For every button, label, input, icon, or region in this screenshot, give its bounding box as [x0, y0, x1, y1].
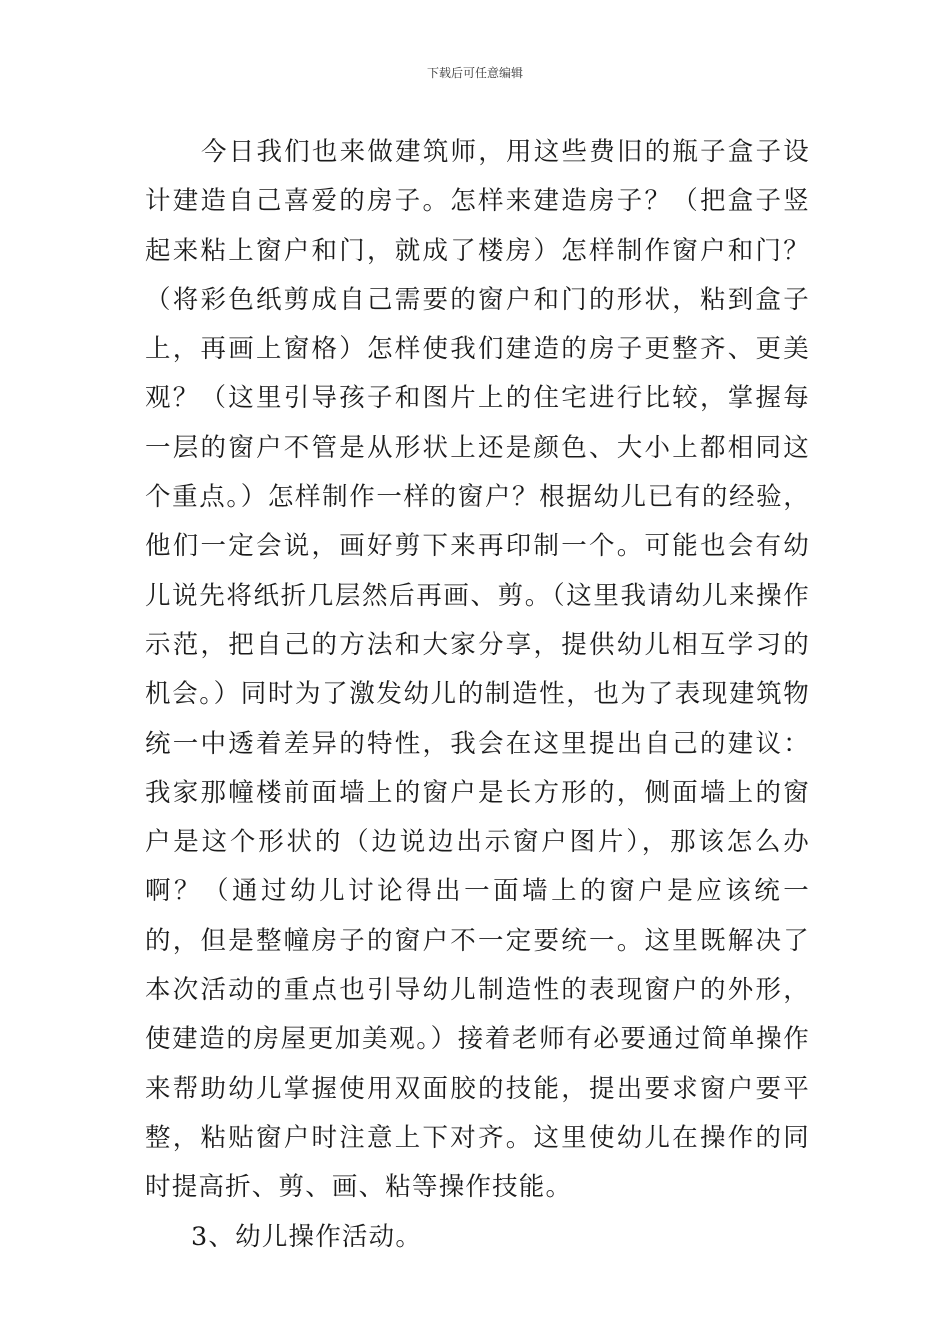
- body-paragraph: 今日我们也来做建筑师，用这些费旧的瓶子盒子设计建造自己喜爱的房子。怎样来建造房子？（把盒子竖起来粘上窗户和门，就成了楼房）怎样制作窗户和门？（将彩色纸剪成自己需要的窗户和门的形状，粘到盒子上，再画上窗格）怎样使我们建造的房子更整齐、更美观？（这里引导孩子和图片上的住宅进行比较，掌握每一层的窗户不管是从形状上还是颜色、大小上都相同这个重点。）怎样制作一样的窗户？根据幼儿已有的经验，他们一定会说，画好剪下来再印制一个。可能也会有幼儿说先将纸折几层然后再画、剪。（这里我请幼儿来操作示范，把自己的方法和大家分享，提供幼儿相互学习的机会。）同时为了激发幼儿的制造性，也为了表现建筑物统一中透着差异的特性，我会在这里提出自己的建议：我家那幢楼前面墙上的窗户是长方形的，侧面墙上的窗户是这个形状的（边说边出示窗户图片），那该怎么办啊？（通过幼儿讨论得出一面墙上的窗户是应该统一的，但是整幢房子的窗户不一定要统一。这里既解决了本次活动的重点也引导幼儿制造性的表现窗户的外形，使建造的房屋更加美观。）接着老师有必要通过简单操作来帮助幼儿掌握使用双面胶的技能，提出要求窗户要平整，粘贴窗户时注意上下对齐。这里使幼儿在操作的同时提高折、剪、画、粘等操作技能。: [145, 137, 810, 1203]
- document-body: [145, 128, 810, 1262]
- step-heading: 3、幼儿操作活动。: [191, 1221, 423, 1252]
- header-note: 下载后可任意编辑: [426, 66, 523, 80]
